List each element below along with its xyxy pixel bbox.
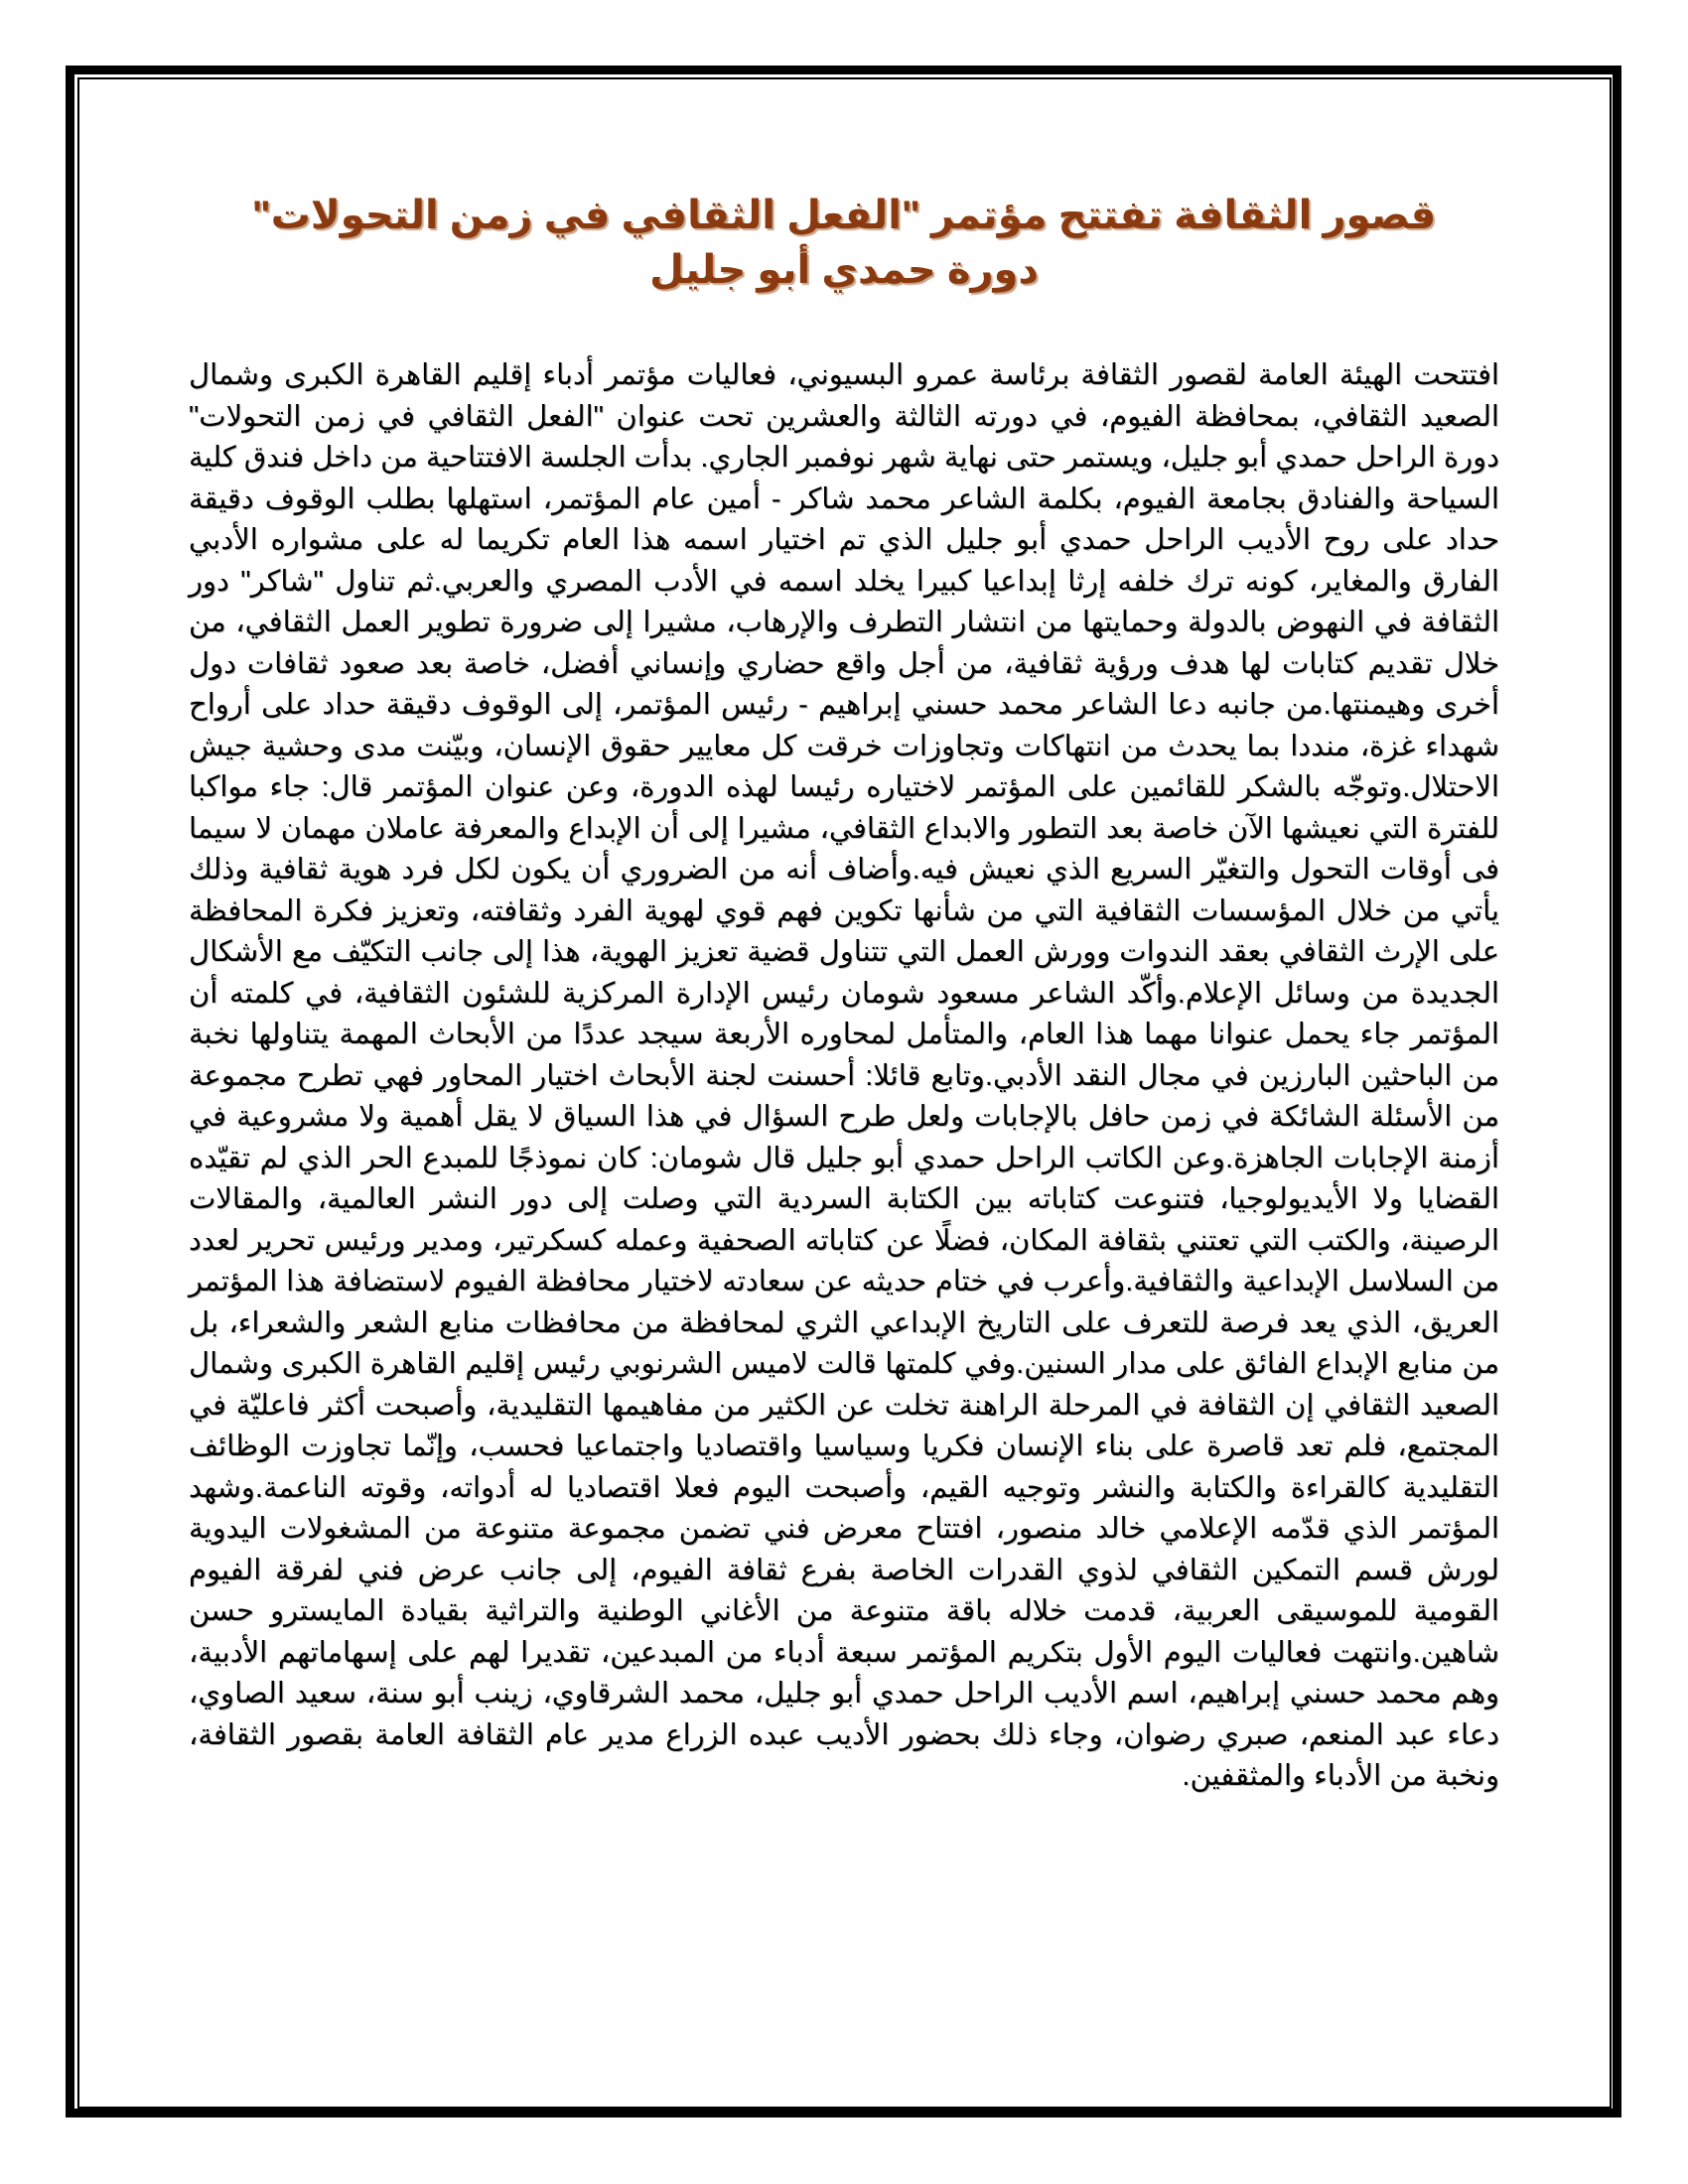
article	[189, 189, 1499, 1798]
article-title: قصور الثقافة تفتتح مؤتمر "الفعل الثقافي في زمن التحولات" دورة حمدي أبو جليل	[251, 194, 1437, 292]
article-body: افتتحت الهيئة العامة لقصور الثقافة برئاسة عمرو البسيوني، فعاليات مؤتمر أدباء إقليم القاهرة الكبرى وشمال الصعيد الثقافي، بمحافظة الفيوم، في دورته الثالثة والعشرين تحت عنوان "الفعل الثقافي في زمن التحولات" دورة الراحل حمدي أبو جليل، ويستمر حتى نهاية شهر نوفمبر الجاري. بدأت الجلسة الافتتاحية من داخل فندق كلية السياحة والفنادق بجامعة الفيوم، بكلمة الشاعر محمد شاكر - أمين عام المؤتمر، استهلها بطلب الوقوف دقيقة حداد على روح الأديب الراحل حمدي أبو جليل الذي تم اختيار اسمه هذا العام تكريما له على مشواره الأدبي الفارق والمغاير، كونه ترك خلفه إرثا إبداعيا كبيرا يخلد اسمه في الأدب المصري والعربي.ثم تناول "شاكر" دور الثقافة في النهوض بالدولة وحمايتها من انتشار التطرف والإرهاب، مشيرا إلى ضرورة تطوير العمل الثقافي، من خلال تقديم كتابات لها هدف ورؤية ثقافية، من أجل واقع حضاري وإنساني أفضل، خاصة بعد صعود ثقافات دول أخرى وهيمنتها.من جانبه دعا الشاعر محمد حسني إبراهيم - رئيس المؤتمر، إلى الوقوف دقيقة حداد على أرواح شهداء غزة، منددا بما يحدث من انتهاكات وتجاوزات خرقت كل معايير حقوق الإنسان، وبيّنت مدى وحشية جيش الاحتلال.وتوجّه بالشكر للقائمين على المؤتمر لاختياره رئيسا لهذه الدورة، وعن عنوان المؤتمر قال: جاء مواكبا للفترة التي نعيشها الآن خاصة بعد التطور والابداع الثقافي، مشيرا إلى أن الإبداع والمعرفة عاملان مهمان لا سيما فى أوقات التحول والتغيّر السريع الذي نعيش فيه.وأضاف أنه من الضروري أن يكون لكل فرد هوية ثقافية وذلك يأتي من خلال المؤسسات الثقافية التي من شأنها تكوين فهم قوي لهوية الفرد وثقافته، وتعزيز فكرة المحافظة على الإرث الثقافي بعقد الندوات وورش العمل التي تتناول قضية تعزيز الهوية، هذا إلى جانب التكيّف مع الأشكال الجديدة من وسائل الإعلام.وأكّد الشاعر مسعود شومان رئيس الإدارة المركزية للشئون الثقافية، في كلمته أن المؤتمر جاء يحمل عنوانا مهما هذا العام، والمتأمل لمحاوره الأربعة سيجد عددًا من الأبحاث المهمة يتناولها نخبة من الباحثين البارزين في مجال النقد الأدبي.وتابع قائلا: أحسنت لجنة الأبحاث اختيار المحاور فهي تطرح مجموعة من الأسئلة الشائكة في زمن حافل بالإجابات ولعل طرح السؤال في هذا السياق لا يقل أهمية ولا مشروعية في أزمنة الإجابات الجاهزة.وعن الكاتب الراحل حمدي أبو جليل قال شومان: كان نموذجًا للمبدع الحر الذي لم تقيّده القضايا ولا الأيديولوجيا، فتنوعت كتاباته بين الكتابة السردية التي وصلت إلى دور النشر العالمية، والمقالات الرصينة، والكتب التي تعتني بثقافة المكان، فضلًا عن كتاباته الصحفية وعمله كسكرتير، ومدير ورئيس تحرير لعدد من السلاسل الإبداعية والثقافية.وأعرب في ختام حديثه عن سعادته لاختيار محافظة الفيوم لاستضافة هذا المؤتمر العريق، الذي يعد فرصة للتعرف على التاريخ الإبداعي الثري لمحافظة من محافظات منابع الشعر والشعراء، بل من منابع الإبداع الفائق على مدار السنين.وفي كلمتها قالت لاميس الشرنوبي رئيس إقليم القاهرة الكبرى وشمال الصعيد الثقافي إن الثقافة في المرحلة الراهنة تخلت عن الكثير من مفاهيمها التقليدية، وأصبحت أكثر فاعليّة في المجتمع، فلم تعد قاصرة على بناء الإنسان فكريا وسياسيا واقتصاديا واجتماعيا فحسب، وإنّما تجاوزت الوظائف التقليدية كالقراءة والكتابة والنشر وتوجيه القيم، وأصبحت اليوم فعلا اقتصاديا له أدواته، وقوته الناعمة.وشهد المؤتمر الذي قدّمه الإعلامي خالد منصور، افتتاح معرض فني تضمن مجموعة متنوعة من المشغولات اليدوية لورش قسم التمكين الثقافي لذوي القدرات الخاصة بفرع ثقافة الفيوم، إلى جانب عرض فني لفرقة الفيوم القومية للموسيقى العربية، قدمت خلاله باقة متنوعة من الأغاني الوطنية والتراثية بقيادة المايسترو حسن شاهين.وانتهت فعاليات اليوم الأول بتكريم المؤتمر سبعة أدباء من المبدعين، تقديرا لهم على إسهاماتهم الأدبية، وهم محمد حسني إبراهيم، اسم الأديب الراحل حمدي أبو جليل، محمد الشرقاوي، زينب أبو سنة، سعيد الصاوي، دعاء عبد المنعم، صبري رضوان، وجاء ذلك بحضور الأديب عبده الزراع مدير عام الثقافة العامة بقصور الثقافة، ونخبة من الأدباء والمثقفين.	[189, 359, 1499, 1792]
